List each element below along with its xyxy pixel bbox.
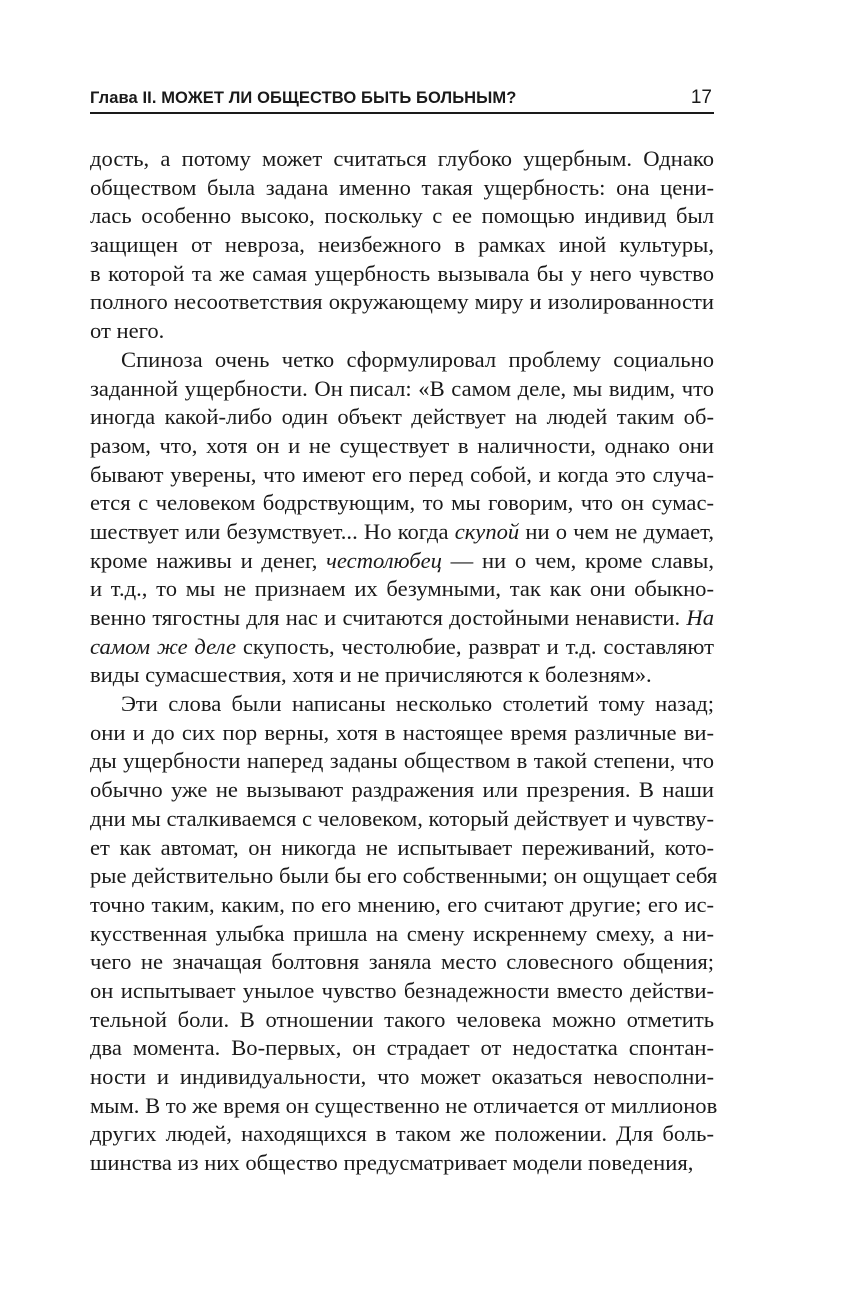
text-line: [90, 174, 714, 203]
text-line: [90, 403, 714, 432]
text-run: он испытывает унылое чувство безнадежности вместо действи-: [90, 977, 714, 1003]
text-line: [90, 920, 714, 949]
italic-text: скупой: [454, 518, 520, 544]
text-run: мым. В то же время он существенно не отличается от миллионов: [90, 1092, 718, 1118]
text-run: Спиноза очень четко сформулировал проблему социально: [121, 346, 714, 372]
text-line: [90, 145, 714, 174]
text-line: [90, 719, 714, 748]
text-run: рые действительно были бы его собственными; он ощущает себя: [90, 863, 718, 889]
text-run: шинства из них общество предусматривает модели поведения,: [90, 1150, 694, 1176]
text-line: [90, 747, 714, 776]
text-run: ды ущербности наперед заданы обществом в такой степени, что: [90, 748, 714, 774]
text-run: обычно уже не вызывают раздражения или презрения. В наши: [90, 777, 714, 803]
text-body: [90, 145, 718, 1178]
text-run: кусственная улыбка пришла на смену искреннему смеху, а ни-: [90, 920, 714, 946]
text-line: [90, 375, 714, 404]
text-line: [90, 288, 714, 317]
text-line: [90, 805, 714, 834]
text-run: тельной боли. В отношении такого человека можно отметить: [90, 1006, 714, 1032]
paragraph: [90, 145, 714, 346]
italic-text: самом же деле: [90, 633, 237, 659]
text-run: чего не значащая болтовня заняла место словесного общения;: [90, 949, 714, 975]
text-line: [90, 604, 714, 633]
text-line: [90, 1034, 714, 1063]
paragraph: [90, 690, 718, 1178]
text-line: [90, 461, 714, 490]
text-run: точно таким, каким, по его мнению, его считают другие; его ис-: [90, 891, 714, 917]
italic-text: На: [686, 605, 714, 630]
text-line: [90, 633, 714, 662]
chapter-title: Глава II. МОЖЕТ ЛИ ОБЩЕСТВО БЫТЬ БОЛЬНЫМ?: [90, 89, 517, 107]
text-line: [90, 862, 718, 891]
italic-text: честолюбец: [326, 547, 442, 573]
text-run: дни мы сталкиваемся с человеком, который действует и чувству-: [90, 805, 714, 831]
text-line: [90, 260, 714, 289]
text-line: [90, 690, 714, 719]
text-run: других людей, находящихся в таком же положении. Для боль-: [90, 1121, 714, 1147]
text-run: иногда какой-либо один объект действует на людей таким об-: [90, 404, 714, 430]
text-run: венно тягостны для нас и считаются достойными ненависти.: [90, 605, 687, 630]
text-run: в которой та же самая ущербность вызывала бы у него чувство: [90, 260, 714, 286]
running-header: [90, 86, 714, 114]
text-line: [90, 489, 714, 518]
text-line: [90, 575, 714, 604]
text-run: ности и индивидуальности, что может оказаться невосполни-: [90, 1064, 714, 1089]
text-run: ет как автомат, он никогда не испытывает переживаний, кото-: [90, 834, 714, 860]
text-line: [90, 432, 714, 461]
text-line: [90, 1120, 714, 1149]
text-line: [90, 1063, 714, 1092]
text-line: [90, 1092, 718, 1121]
text-run: обществом была задана именно такая ущербность: она цени-: [90, 174, 714, 200]
text-run: скупость, честолюбие, разврат и т.д. составляют: [236, 633, 714, 659]
text-run: лась особенно высоко, поскольку с ее помощью индивид был: [90, 203, 714, 229]
text-run: от него.: [90, 318, 165, 344]
text-run: полного несоответствия окружающему миру и изолированности: [90, 289, 714, 315]
text-run: разом, что, хотя он и не существует в наличности, однако они: [90, 432, 714, 458]
text-line: [90, 346, 714, 375]
text-run: два момента. Во-первых, он страдает от недостатка спонтан-: [90, 1035, 714, 1061]
text-line: [90, 776, 714, 805]
text-run: дость, а потому может считаться глубоко ущербным. Однако: [90, 146, 714, 171]
text-run: кроме наживы и денег,: [90, 547, 327, 573]
text-run: они и до сих пор верны, хотя в настоящее время различные ви-: [90, 719, 714, 745]
text-line: [90, 891, 714, 920]
text-line: [90, 518, 714, 547]
text-run: ни о чем не думает,: [519, 518, 714, 544]
text-line: [90, 661, 714, 690]
text-run: и т.д., то мы не признаем их безумными, так как они обыкно-: [90, 576, 714, 602]
text-line: [90, 1149, 714, 1178]
text-line: [90, 948, 714, 977]
text-run: бывают уверены, что имеют его перед собой, и когда это случа-: [90, 461, 714, 487]
text-run: заданной ущербности. Он писал: «В самом деле, мы видим, что: [90, 375, 714, 401]
text-run: Эти слова были написаны несколько столетий тому назад;: [121, 691, 714, 717]
text-run: виды сумасшествия, хотя и не причисляются к болезням».: [90, 662, 652, 688]
text-line: [90, 547, 714, 576]
text-run: ется с человеком бодрствующим, то мы говорим, что он сумас-: [90, 490, 714, 516]
text-line: [90, 977, 714, 1006]
text-line: [90, 834, 714, 863]
text-line: [90, 231, 714, 260]
text-run: защищен от невроза, неизбежного в рамках иной культуры,: [90, 232, 714, 258]
page-number: 17: [690, 87, 712, 108]
paragraph: [90, 346, 714, 690]
text-line: [90, 317, 714, 346]
text-run: — ни о чем, кроме славы,: [441, 547, 714, 573]
text-line: [90, 202, 714, 231]
text-line: [90, 1006, 714, 1035]
text-run: шествует или безумствует... Но когда: [90, 518, 455, 544]
